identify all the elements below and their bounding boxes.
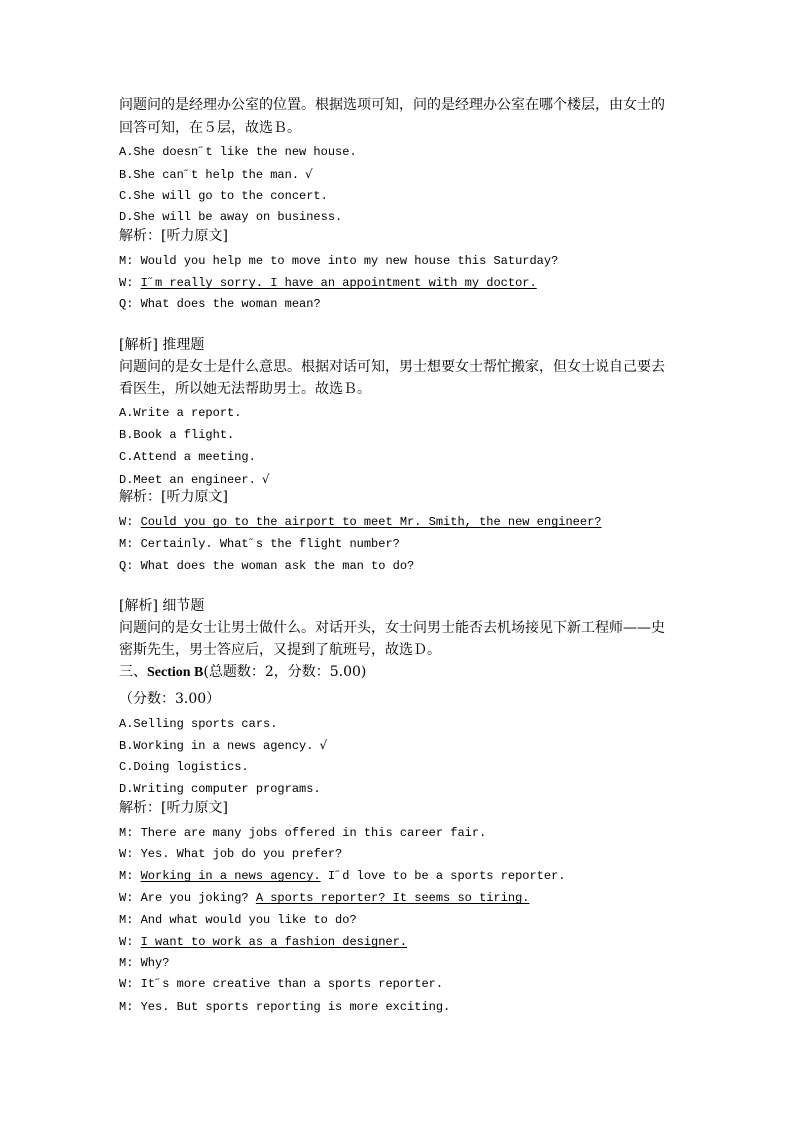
- transcript-line: W: Are you joking? A sports reporter? It seems so tiring.: [119, 891, 530, 905]
- transcript-line: M: Working in a news agency. I˝d love to be a sports reporter.: [119, 869, 566, 883]
- transcript-line: W: I want to work as a fashion designer.: [119, 935, 408, 949]
- key-sentence: A sports reporter? It seems so tiring.: [255, 891, 530, 905]
- analysis-text: 密斯先生，男士答应后，又提到了航班号，故选Ｄ。: [119, 642, 441, 658]
- key-sentence: I˝m really sorry. I have an appointment with my doctor.: [140, 276, 537, 290]
- analysis-text: 问题问的是女士让男士做什么。对话开头，女士问男士能否去机场接见下新工程师——史: [119, 620, 665, 636]
- option-c: C.She will go to the concert.: [119, 189, 328, 203]
- option-c: C.Doing logistics.: [119, 760, 249, 774]
- option-a: A.Write a report.: [119, 406, 242, 420]
- transcript-line: Q: What does the woman mean?: [119, 297, 321, 311]
- option-d: D.Meet an engineer. √: [119, 472, 270, 487]
- option-b: B.She can˝t help the man. √: [119, 167, 313, 182]
- analysis-text: 回答可知，在５层，故选Ｂ。: [119, 120, 301, 136]
- transcript-label: 解析：[听力原文]: [119, 489, 228, 505]
- transcript-line: W: Yes. What job do you prefer?: [119, 847, 343, 861]
- option-d: D.Writing computer programs.: [119, 782, 321, 796]
- transcript-line: W: It˝s more creative than a sports reporter.: [119, 977, 444, 991]
- transcript-line: W: Could you go to the airport to meet Mr. Smith, the new engineer?: [119, 515, 602, 529]
- transcript-line: W: I˝m really sorry. I have an appointment with my doctor.: [119, 276, 537, 290]
- transcript-line: M: Why?: [119, 956, 170, 970]
- analysis-tag: [解析] 细节题: [119, 598, 205, 614]
- transcript-line: M: Certainly. What˝s the flight number?: [119, 537, 400, 551]
- analysis-text: 看医生，所以她无法帮助男士。故选Ｂ。: [119, 381, 371, 397]
- key-sentence: I want to work as a fashion designer.: [140, 935, 408, 949]
- analysis-tag: [解析] 推理题: [119, 337, 205, 353]
- checkmark-icon: √: [305, 167, 313, 181]
- option-c: C.Attend a meeting.: [119, 450, 256, 464]
- checkmark-icon: √: [319, 738, 328, 752]
- option-b: B.Book a flight.: [119, 428, 235, 442]
- option-d: D.She will be away on business.: [119, 210, 343, 224]
- score-label: （分数：3.00）: [119, 691, 221, 707]
- transcript-line: M: There are many jobs offered in this career fair.: [119, 826, 487, 840]
- section-heading: 三、Section B(总题数：2，分数：5.00): [119, 664, 367, 680]
- transcript-line: Q: What does the woman ask the man to do?: [119, 559, 415, 573]
- option-b: B.Working in a news agency. √: [119, 738, 328, 753]
- transcript-label: 解析：[听力原文]: [119, 228, 228, 244]
- key-sentence: Working in a news agency.: [140, 869, 321, 883]
- transcript-label: 解析：[听力原文]: [119, 800, 228, 816]
- analysis-text: 问题问的是女士是什么意思。根据对话可知，男士想要女士帮忙搬家，但女士说自己要去: [119, 359, 665, 375]
- transcript-line: M: Would you help me to move into my new house this Saturday?: [119, 254, 559, 268]
- option-a: A.Selling sports cars.: [119, 717, 278, 731]
- analysis-text: 问题问的是经理办公室的位置。根据选项可知，问的是经理办公室在哪个楼层，由女士的: [119, 97, 665, 113]
- checkmark-icon: √: [261, 472, 270, 486]
- key-sentence: Could you go to the airport to meet Mr. Smith, the new engineer?: [140, 515, 602, 529]
- option-a: A.She doesn˝t like the new house.: [119, 145, 357, 159]
- transcript-line: M: And what would you like to do?: [119, 913, 357, 927]
- transcript-line: M: Yes. But sports reporting is more exciting.: [119, 1000, 451, 1014]
